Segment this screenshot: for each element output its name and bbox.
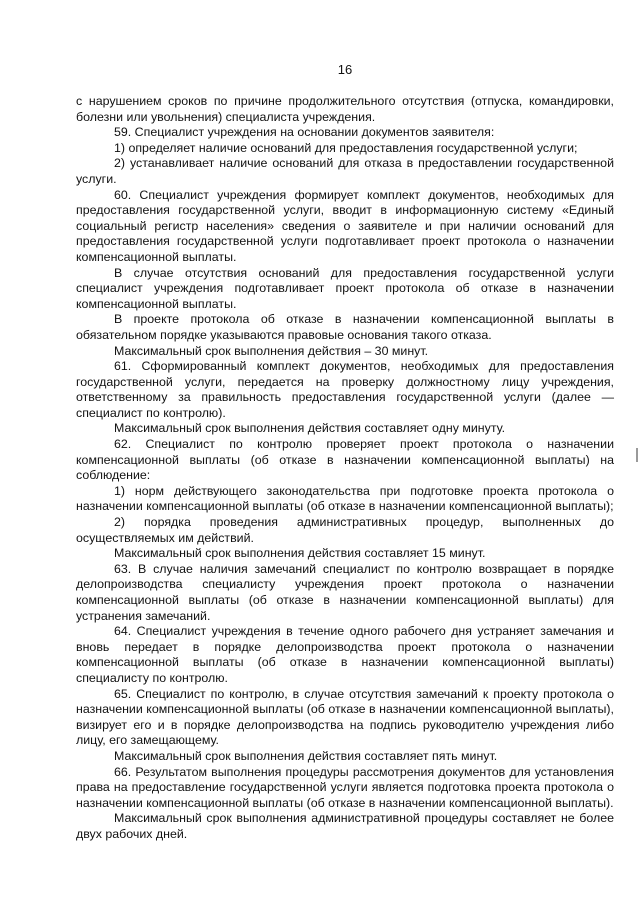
paragraph: 60. Специалист учреждения формирует комплект документов, необходимых для предоставления государственной услуги, вводит в информационную систему «Единый социальный регистр населения» сведения о заявителе и при наличии оснований для предоставления государственной услуги подготавливает проект протокола о назначении компенсационной выплаты. xyxy=(76,187,614,264)
paragraph: 63. В случае наличия замечаний специалист по контролю возвращает в порядке делопроизводства специалисту учреждения проект протокола о назначении компенсационной выплаты (об отказе в назначении компенсационной выплаты) для устранения замечаний. xyxy=(76,561,614,623)
scan-margin-mark xyxy=(636,448,638,462)
paragraph: 66. Результатом выполнения процедуры рассмотрения документов для установления права на предоставление государственной услуги является подготовка проекта протокола о назначении компенсационной выплаты (об отказе в назначении компенсационной выплаты). xyxy=(76,764,614,810)
paragraph: В проекте протокола об отказе в назначении компенсационной выплаты в обязательном порядке указываются правовые основания такого отказа. xyxy=(76,312,614,342)
paragraph: 61. Сформированный комплект документов, необходимых для предоставления государственной услуги, передается на проверку должностному лицу учреждения, ответственному за правильность предоставления государственной услуги (далее — специалист по контролю). xyxy=(76,359,614,420)
paragraph: Максимальный срок выполнения действия составляет 15 минут. xyxy=(114,546,486,561)
paragraph: Максимальный срок выполнения действия – 30 минут. xyxy=(114,343,429,358)
paragraph: 65. Специалист по контролю, в случае отсутствия замечаний к проекту протокола о назначении компенсационной выплаты (об отказе в назначении компенсационной выплаты), визирует его и в порядке делопроизводства на подпись руководителю учреждения либо лицу, его замещающему. xyxy=(76,686,614,748)
paragraph: 1) норм действующего законодательства при подготовке проекта протокола о назначении компенсационной выплаты (об отказе в назначении компенсационной выплаты); xyxy=(76,483,614,514)
paragraph: 62. Специалист по контролю проверяет проект протокола о назначении компенсационной выплаты (об отказе в назначении компенсационной выплаты) на соблюдение: xyxy=(76,437,614,483)
paragraph: 1) определяет наличие оснований для предоставления государственной услуги; xyxy=(114,140,578,155)
page-number: 16 xyxy=(337,62,353,77)
paragraph: Максимальный срок выполнения действия составляет одну минуту. xyxy=(114,421,506,436)
paragraph: Максимальный срок выполнения административной процедуры составляет не более двух рабочих дней. xyxy=(76,811,614,841)
paragraph: В случае отсутствия оснований для предоставления государственной услуги специалист учреждения подготавливает проект протокола об отказе в назначении компенсационной выплаты. xyxy=(76,265,614,311)
paragraph: 59. Специалист учреждения на основании документов заявителя: xyxy=(114,125,495,140)
paragraph: 2) порядка проведения административных процедур, выполненных до осуществляемых им действий. xyxy=(76,515,614,545)
paragraph: 64. Специалист учреждения в течение одного рабочего дня устраняет замечания и вновь передает в порядке делопроизводства проект протокола о назначении компенсационной выплаты (об отказе в назначении компенсационной выплаты) специалисту по контролю. xyxy=(76,624,614,685)
paragraph: с нарушением сроков по причине продолжительного отсутствия (отпуска, командировки, болезни или увольнения) специалиста учреждения. xyxy=(76,94,614,124)
paragraph: Максимальный срок выполнения действия составляет пять минут. xyxy=(114,748,498,763)
paragraph: 2) устанавливает наличие оснований для отказа в предоставлении государственной услуги. xyxy=(76,156,614,186)
document-body xyxy=(76,94,614,843)
